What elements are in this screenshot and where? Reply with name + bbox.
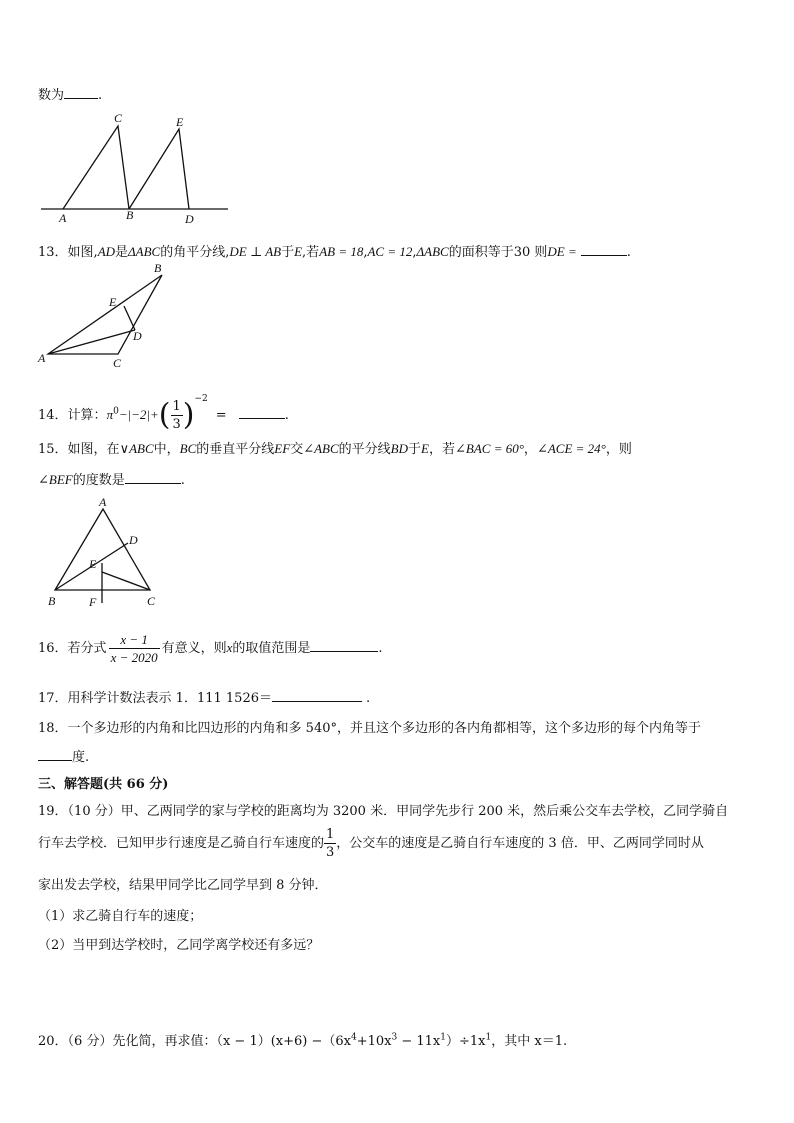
q15-t4: 交 bbox=[290, 442, 304, 457]
label-e: E bbox=[89, 557, 97, 571]
q15-t2: 中， bbox=[153, 442, 180, 457]
segment-de bbox=[124, 306, 135, 330]
q15-t5: 的平分线 bbox=[338, 442, 391, 457]
section-3-title: 三、解答题(共 66 分) bbox=[38, 777, 169, 792]
triangle-bed bbox=[129, 129, 189, 209]
question-19-line2 bbox=[38, 822, 704, 866]
q14-t1: 计算： bbox=[67, 408, 107, 423]
q20-t4: ）÷1x bbox=[446, 1034, 486, 1049]
label-a: A bbox=[59, 211, 67, 225]
q15-t8: ， bbox=[523, 442, 537, 457]
q14-number: 14． bbox=[38, 408, 68, 423]
q13-m3: DE ⊥ AB bbox=[229, 244, 282, 259]
q13-m5: AB = 18 bbox=[319, 244, 364, 259]
q12-tail-end: . bbox=[98, 88, 103, 103]
q15-end: . bbox=[180, 473, 185, 488]
q15-m2: BC bbox=[179, 441, 197, 456]
question-19-line3 bbox=[38, 874, 328, 893]
q15-m9: ∠BEF bbox=[38, 472, 73, 487]
q20-number: 20． bbox=[38, 1034, 68, 1049]
q20-e2: 3 bbox=[391, 1032, 398, 1043]
q14-fraction bbox=[171, 400, 183, 431]
q20-t3: − 11x bbox=[397, 1034, 441, 1049]
q19-fraction bbox=[324, 828, 336, 859]
q17-end: . bbox=[365, 691, 371, 706]
q16-frac-num: x − 1 bbox=[120, 632, 148, 647]
q15-m7: ∠BAC = 60° bbox=[455, 441, 524, 456]
q13-t6: , bbox=[363, 245, 368, 260]
q14-eq: = bbox=[215, 408, 227, 423]
q15-m4: ∠ABC bbox=[303, 441, 339, 456]
figure-q12 bbox=[38, 110, 238, 228]
q13-t5: ,若 bbox=[302, 245, 320, 260]
q19-line3: 家出发去学校，结果甲同学比乙同学早到 8 分钟． bbox=[38, 878, 328, 893]
q19-sub1: （1）求乙骑自行车的速度； bbox=[38, 909, 203, 924]
q16-frac-den: x − 2020 bbox=[110, 650, 158, 665]
q17-text: 用科学计数法表示 1．111 1526＝ bbox=[67, 691, 272, 706]
question-14 bbox=[38, 378, 289, 437]
q13-m4: E bbox=[294, 244, 303, 259]
label-e: E bbox=[109, 295, 117, 309]
label-c: C bbox=[147, 594, 156, 608]
q18-line2-end: 度. bbox=[72, 750, 90, 765]
q13-m6: AC = 12 bbox=[367, 244, 413, 259]
q20-e3: 1 bbox=[440, 1032, 446, 1043]
q15-t10: 的度数是 bbox=[72, 473, 125, 488]
question-16 bbox=[38, 626, 383, 671]
q19-frac-den: 3 bbox=[326, 845, 335, 860]
triangle-abc bbox=[63, 126, 129, 209]
q14-frac-num: 1 bbox=[172, 399, 181, 414]
label-c: C bbox=[114, 111, 123, 125]
q13-m2: ΔABC bbox=[128, 244, 161, 259]
answer-blank bbox=[38, 748, 72, 761]
q20-e1: 4 bbox=[350, 1032, 357, 1043]
question-18-line2 bbox=[38, 746, 89, 765]
question-18-line1 bbox=[38, 717, 701, 736]
q15-t9: ，则 bbox=[605, 442, 632, 457]
question-15-line2 bbox=[38, 469, 185, 488]
q16-m1: x bbox=[226, 640, 233, 655]
figure-q13 bbox=[36, 260, 176, 370]
q14-end: . bbox=[284, 408, 289, 423]
q16-t2: 有意义，则 bbox=[161, 641, 227, 656]
q15-t6: 于 bbox=[408, 442, 422, 457]
q20-t5: ，其中 x＝1. bbox=[491, 1034, 568, 1049]
answer-blank bbox=[581, 243, 627, 256]
answer-blank bbox=[310, 639, 378, 652]
answer-blank bbox=[272, 689, 362, 702]
q15-m3: EF bbox=[274, 441, 291, 456]
q16-fraction bbox=[109, 633, 160, 664]
answer-blank bbox=[125, 471, 181, 484]
question-13 bbox=[38, 241, 631, 260]
label-d: D bbox=[129, 533, 138, 547]
question-19-sub2 bbox=[38, 934, 319, 953]
q16-t3: 的取值范围是 bbox=[232, 641, 311, 656]
label-c: C bbox=[113, 356, 122, 370]
q12-tail bbox=[38, 84, 102, 103]
segment-ec bbox=[102, 572, 150, 590]
question-17 bbox=[38, 687, 370, 706]
right-paren: ) bbox=[182, 397, 195, 433]
label-b: B bbox=[48, 594, 56, 608]
left-paren: ( bbox=[158, 397, 171, 433]
q13-t1: 如图, bbox=[67, 245, 98, 260]
triangle-abc bbox=[48, 275, 162, 354]
q15-m5: BD bbox=[390, 441, 409, 456]
q19-line1: （10 分）甲、乙两同学的家与学校的距离均为 3200 米．甲同学先步行 200 米，然后乘公交车去学校，乙同学骑自 bbox=[67, 804, 729, 819]
figure-q15 bbox=[42, 493, 166, 611]
q14-pi-exp: 0 bbox=[113, 406, 119, 417]
q20-t2: +10x bbox=[356, 1034, 392, 1049]
q15-m1: ∨ABC bbox=[119, 441, 154, 456]
q18-line1: 一个多边形的内角和比四边形的内角和多 540°，并且这个多边形的各内角都相等，这个多边形的每个内角等于 bbox=[67, 721, 701, 736]
question-15-line1 bbox=[38, 438, 632, 457]
label-d: D bbox=[133, 329, 142, 343]
q17-number: 17． bbox=[38, 691, 68, 706]
answer-blank bbox=[64, 86, 98, 99]
q13-m1: AD bbox=[97, 244, 116, 259]
q15-m8: ∠ACE = 24° bbox=[536, 441, 606, 456]
question-19-sub1 bbox=[38, 905, 202, 924]
q19-sub2: （2）当甲到达学校时，乙同学离学校还有多远？ bbox=[38, 938, 320, 953]
label-f: F bbox=[89, 595, 97, 609]
label-a: A bbox=[38, 351, 46, 365]
q13-end: . bbox=[626, 245, 631, 260]
q20-t1: （6 分）先化简，再求值：（x − 1）(x+6) −（6x bbox=[67, 1034, 351, 1049]
q15-number: 15． bbox=[38, 442, 68, 457]
q14-mid: −|−2|+ bbox=[118, 407, 159, 422]
q13-t3: 的角平分线, bbox=[160, 245, 230, 260]
label-b: B bbox=[126, 208, 134, 222]
q18-number: 18． bbox=[38, 721, 68, 736]
segment-ad bbox=[48, 330, 135, 354]
q13-m8: DE = bbox=[547, 244, 577, 259]
q12-tail-text: 数为 bbox=[38, 88, 65, 103]
q15-m6: E bbox=[421, 441, 429, 456]
q19-line2a: 行车去学校．已知甲步行速度是乙骑自行车速度的 bbox=[38, 836, 325, 851]
q13-t7: , bbox=[412, 245, 417, 260]
q15-t3: 的垂直平分线 bbox=[196, 442, 275, 457]
q13-m7: ΔABC bbox=[416, 244, 449, 259]
q13-t4: 于 bbox=[281, 245, 295, 260]
question-19-line1 bbox=[38, 800, 728, 819]
q13-t2: 是 bbox=[115, 245, 129, 260]
q20-e4: 1 bbox=[485, 1032, 492, 1043]
answer-blank bbox=[239, 406, 285, 419]
label-b: B bbox=[154, 261, 162, 275]
q13-t8: 的面积等于30 则 bbox=[448, 245, 548, 260]
q19-line2b: ，公交车的速度是乙骑自行车速度的 3 倍．甲、乙两同学同时从 bbox=[336, 836, 704, 851]
q19-number: 19． bbox=[38, 804, 68, 819]
q19-frac-num: 1 bbox=[326, 827, 335, 842]
question-20 bbox=[38, 1030, 567, 1049]
q15-t1: 如图，在 bbox=[67, 442, 120, 457]
q16-number: 16． bbox=[38, 641, 68, 656]
q13-number: 13． bbox=[38, 245, 68, 260]
q14-frac-den: 3 bbox=[172, 417, 181, 432]
q16-end: . bbox=[378, 641, 383, 656]
q14-pi: π bbox=[106, 407, 114, 422]
q14-exp: −2 bbox=[194, 394, 208, 404]
q16-t1: 若分式 bbox=[67, 641, 107, 656]
label-d: D bbox=[185, 212, 194, 226]
label-a: A bbox=[99, 495, 107, 509]
q15-t7: ，若 bbox=[428, 442, 455, 457]
label-e: E bbox=[176, 115, 184, 129]
